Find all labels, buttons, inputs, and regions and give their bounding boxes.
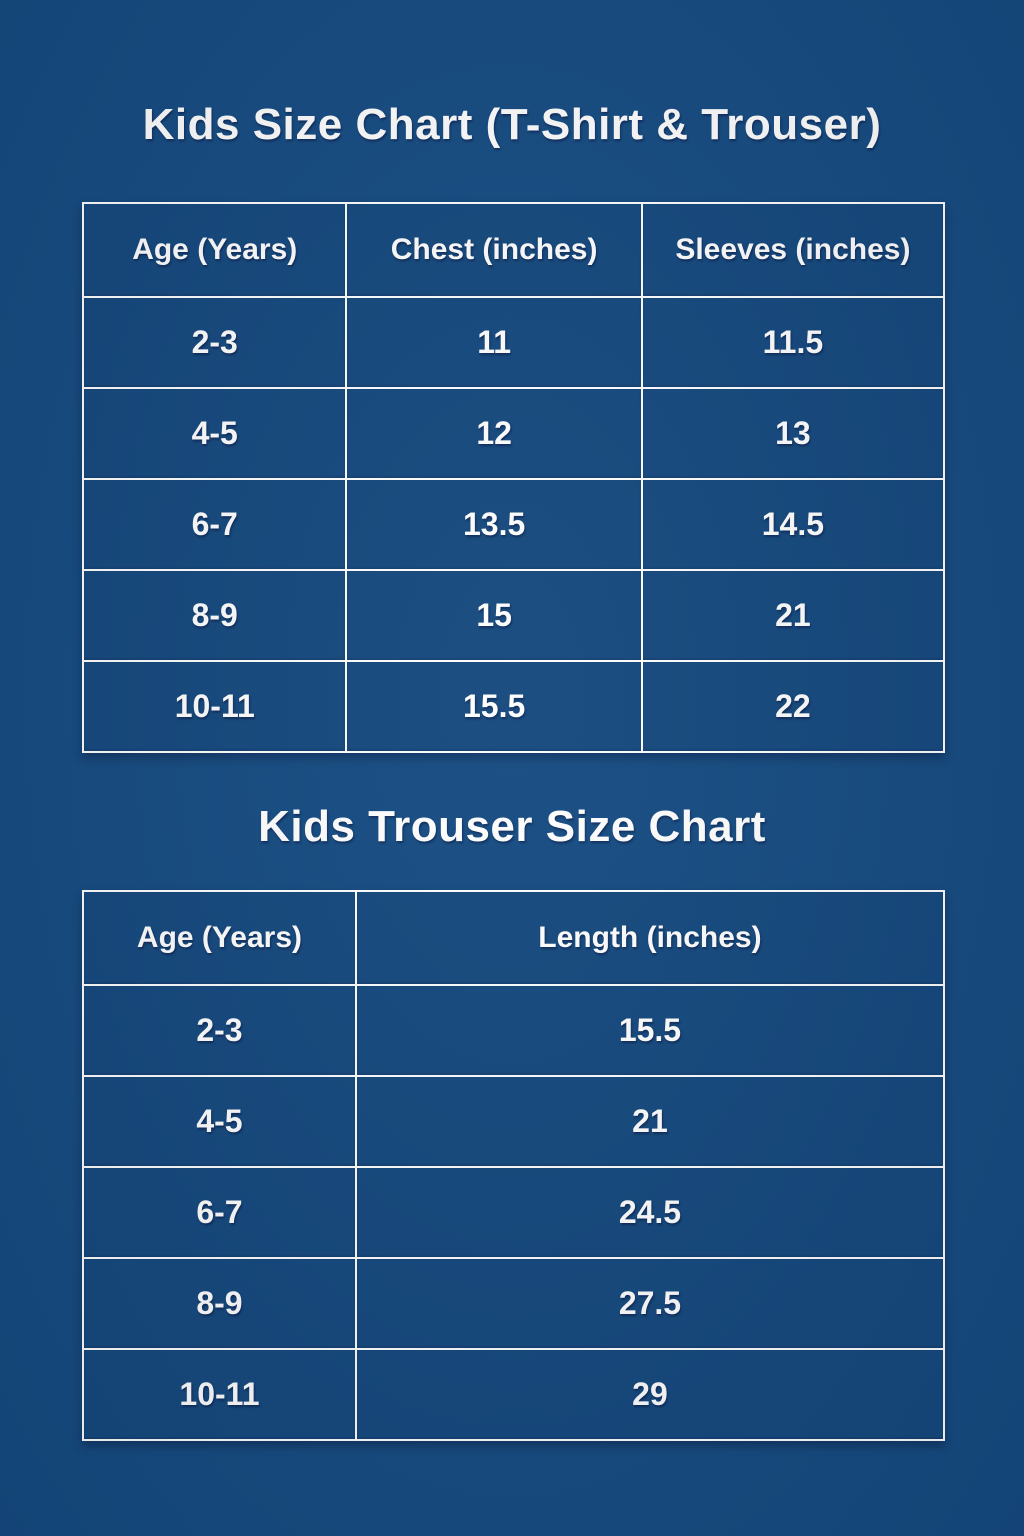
tshirt-size-table bbox=[82, 202, 945, 753]
table-cell: 21 bbox=[356, 1076, 944, 1167]
header-cell: Length (inches) bbox=[356, 891, 944, 985]
table-cell: 13.5 bbox=[346, 479, 641, 570]
table-cell: 14.5 bbox=[642, 479, 944, 570]
trouser-size-table bbox=[82, 890, 945, 1441]
table-cell: 6-7 bbox=[83, 1167, 356, 1258]
tshirt-chart-title: Kids Size Chart (T-Shirt & Trouser) bbox=[142, 100, 882, 149]
table-row bbox=[83, 297, 944, 388]
table-cell: 8-9 bbox=[83, 1258, 356, 1349]
header-cell: Age (Years) bbox=[83, 203, 346, 297]
table-cell: 21 bbox=[642, 570, 944, 661]
table-cell: 10-11 bbox=[83, 661, 346, 752]
table-cell: 13 bbox=[642, 388, 944, 479]
table-cell: 11.5 bbox=[642, 297, 944, 388]
header-row bbox=[83, 203, 944, 297]
table-row bbox=[83, 661, 944, 752]
table-cell: 11 bbox=[346, 297, 641, 388]
table-row bbox=[83, 1076, 944, 1167]
table-row bbox=[83, 985, 944, 1076]
table-row bbox=[83, 1349, 944, 1440]
table-cell: 2-3 bbox=[83, 297, 346, 388]
table-cell: 10-11 bbox=[83, 1349, 356, 1440]
table-cell: 2-3 bbox=[83, 985, 356, 1076]
table-row bbox=[83, 479, 944, 570]
table-cell: 4-5 bbox=[83, 1076, 356, 1167]
table-cell: 24.5 bbox=[356, 1167, 944, 1258]
table-cell: 12 bbox=[346, 388, 641, 479]
table-cell: 29 bbox=[356, 1349, 944, 1440]
header-cell: Age (Years) bbox=[83, 891, 356, 985]
table-row bbox=[83, 1167, 944, 1258]
trouser-chart-title: Kids Trouser Size Chart bbox=[258, 802, 766, 851]
table-cell: 27.5 bbox=[356, 1258, 944, 1349]
table-cell: 15.5 bbox=[346, 661, 641, 752]
table-row bbox=[83, 570, 944, 661]
header-cell: Chest (inches) bbox=[346, 203, 641, 297]
table-cell: 22 bbox=[642, 661, 944, 752]
header-cell: Sleeves (inches) bbox=[642, 203, 944, 297]
table-cell: 15.5 bbox=[356, 985, 944, 1076]
table-cell: 4-5 bbox=[83, 388, 346, 479]
header-row bbox=[83, 891, 944, 985]
table-cell: 15 bbox=[346, 570, 641, 661]
table-cell: 6-7 bbox=[83, 479, 346, 570]
table-row bbox=[83, 388, 944, 479]
table-cell: 8-9 bbox=[83, 570, 346, 661]
table-row bbox=[83, 1258, 944, 1349]
